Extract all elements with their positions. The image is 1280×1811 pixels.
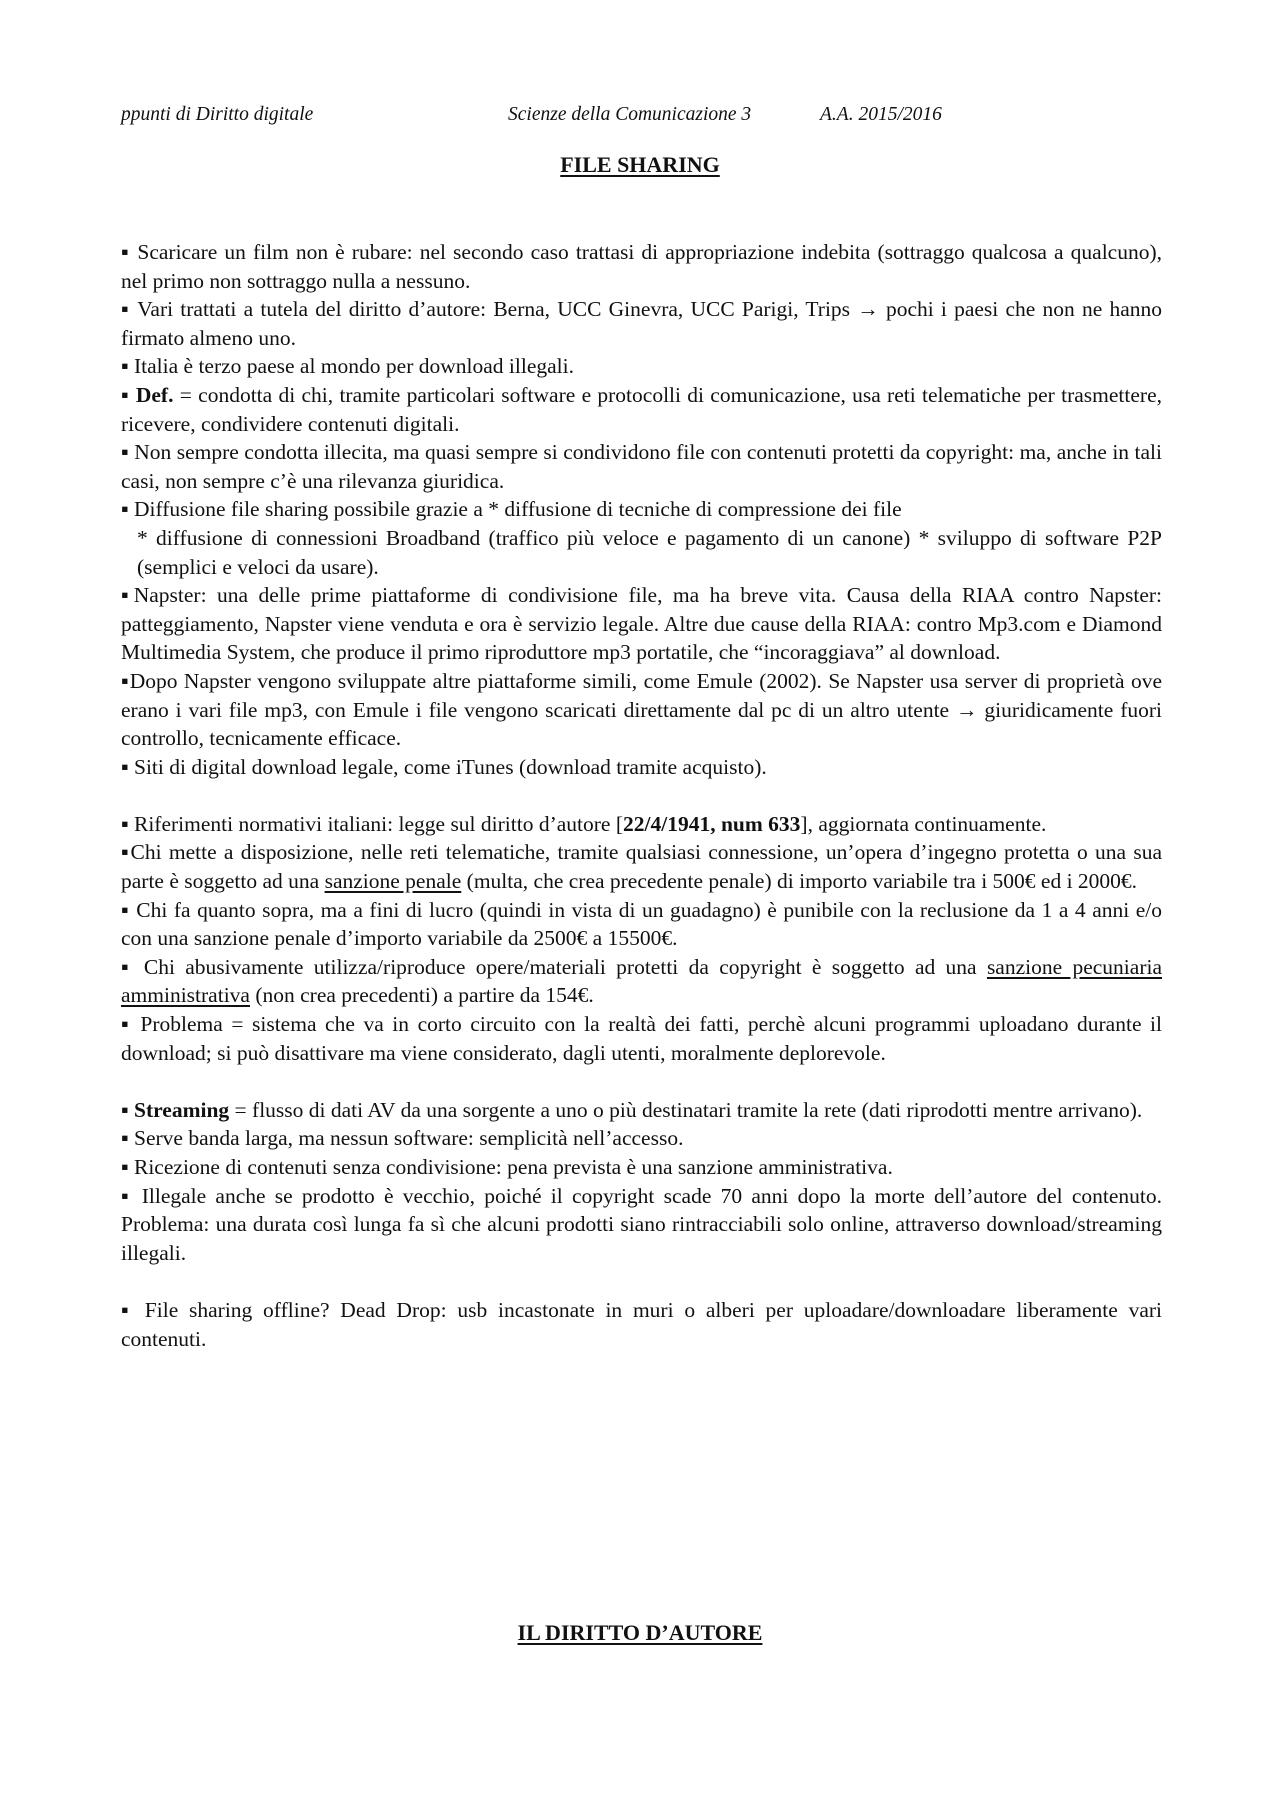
page-header bbox=[121, 104, 1161, 130]
document-body bbox=[121, 238, 1162, 1353]
paragraph: ▪Dopo Napster vengono sviluppate altre piattaforme simili, come Emule (2002). Se Napster usa server di proprietà ove erano i vari file mp3, con Emule i file vengono scaricati direttamente dal pc di un altro utente → giuridicamente fuori controllo, tecnicamente efficace. bbox=[121, 668, 1162, 751]
paragraph: ▪Napster: una delle prime piattaforme di condivisione file, ma ha breve vita. Causa della RIAA contro Napster: patteggiamento, Napster viene venduta e ora è servizio legale. Altre due cause della RIAA: contro Mp3.com e Diamond Multimedia System, che produce il primo riproduttore mp3 portatile, che “incoraggiava” al download. bbox=[121, 583, 1162, 665]
header-course: ppunti di Diritto digitale bbox=[121, 104, 314, 125]
paragraph: ▪ Serve banda larga, ma nessun software: semplicità nell’accesso. bbox=[121, 1126, 684, 1151]
paragraph bbox=[121, 381, 1162, 438]
paragraph-text: = condotta di chi, tramite particolari software e protocolli di comunicazione, usa reti telematiche per trasmettere, ricevere, condividere contenuti digitali. bbox=[121, 382, 1162, 436]
paragraph-indented: * diffusione di connessioni Broadband (traffico più veloce e pagamento di un canone) * sviluppo di software P2P (semplici e veloci da usare). bbox=[137, 525, 1162, 579]
bold-term: Streaming bbox=[134, 1097, 230, 1122]
underlined-term: sanzione penale bbox=[324, 869, 462, 894]
paragraph-text: ▪Chi mette a disposizione, nelle reti telematiche, tramite qualsiasi connessione, un’opera d’ingegno protetta o una sua parte è soggetto ad una bbox=[121, 840, 1162, 894]
paragraph-text: (non crea precedenti) a partire da 154€. bbox=[249, 983, 594, 1008]
paragraph: ▪ Non sempre condotta illecita, ma quasi sempre si condividono file con contenuti protetti da copyright: ma, anche in tali casi, non sempre c’è una rilevanza giuridica. bbox=[121, 440, 1162, 493]
paragraph-text: = flusso di dati AV da una sorgente a uno o più destinatari tramite la rete (dati riprodotti mentre arrivano). bbox=[229, 1097, 1143, 1122]
paragraph-text: ▪ Riferimenti normativi italiani: legge sul diritto d’autore [ bbox=[121, 811, 623, 836]
spacer bbox=[121, 1067, 1162, 1096]
header-year: A.A. 2015/2016 bbox=[820, 104, 942, 125]
section-title-diritto-autore: IL DIRITTO D’AUTORE bbox=[517, 1620, 763, 1645]
paragraph: ▪ Problema = sistema che va in corto circuito con la realtà dei fatti, perchè alcuni programmi uploadano durante il download; si può disattivare ma viene considerato, dagli utenti, moralmente deplorevole. bbox=[121, 1012, 1162, 1065]
paragraph: ▪ Ricezione di contenuti senza condivisione: pena prevista è una sanzione amministrativa. bbox=[121, 1155, 893, 1179]
paragraph-text: ], aggiornata continuamente. bbox=[800, 811, 1047, 836]
paragraph: ▪ Vari trattati a tutela del diritto d’autore: Berna, UCC Ginevra, UCC Parigi, Trips → pochi i paesi che non ne hanno firmato almeno uno. bbox=[121, 297, 1162, 350]
paragraph: ▪ Diffusione file sharing possibile grazie a * diffusione di tecniche di compressione dei file bbox=[121, 497, 902, 522]
paragraph-text: (multa, che crea precedente penale) di importo variabile tra i 500€ ed i 2000€. bbox=[461, 869, 1138, 894]
paragraph-text: ▪ Chi abusivamente utilizza/riproduce opere/materiali protetti da copyright è soggetto ad una bbox=[121, 954, 987, 979]
paragraph: ▪ File sharing offline? Dead Drop: usb incastonate in muri o alberi per uploadare/downloadare liberamente vari contenuti. bbox=[121, 1297, 1162, 1351]
spacer bbox=[121, 781, 1162, 810]
bullet: ▪ bbox=[121, 382, 136, 407]
paragraph bbox=[121, 1096, 1162, 1125]
bullet: ▪ bbox=[121, 1097, 134, 1122]
paragraph: ▪ Illegale anche se prodotto è vecchio, poiché il copyright scade 70 anni dopo la morte dell’autore del contenuto. Problema: una durata così lunga fa sì che alcuni prodotti siano rintracciabili solo online, attraverso download/streaming illegali. bbox=[121, 1183, 1162, 1265]
paragraph: ▪ Siti di digital download legale, come iTunes (download tramite acquisto). bbox=[121, 754, 767, 779]
spacer bbox=[121, 1267, 1162, 1296]
paragraph bbox=[121, 953, 1162, 1010]
paragraph: ▪ Chi fa quanto sopra, ma a fini di lucro (quindi in vista di un guadagno) è punibile con la reclusione da 1 a 4 anni e/o con una sanzione penale d’importo variabile da 2500€ a 15500€. bbox=[121, 897, 1162, 951]
header-degree: Scienze della Comunicazione 3 bbox=[508, 104, 752, 125]
bold-term: Def. bbox=[135, 382, 174, 407]
underlined-term: sanzione pecuniaria amministrativa bbox=[121, 954, 1163, 1008]
paragraph: ▪ Scaricare un film non è rubare: nel secondo caso trattasi di appropriazione indebita (sottraggo qualcosa a qualcuno), nel primo non sottraggo nulla a nessuno. bbox=[121, 240, 1162, 293]
paragraph bbox=[121, 838, 1162, 895]
paragraph: ▪ Italia è terzo paese al mondo per download illegali. bbox=[121, 354, 574, 379]
paragraph bbox=[121, 810, 1162, 839]
bold-term: 22/4/1941, num 633 bbox=[623, 811, 801, 836]
section-title-file-sharing: FILE SHARING bbox=[560, 152, 720, 177]
